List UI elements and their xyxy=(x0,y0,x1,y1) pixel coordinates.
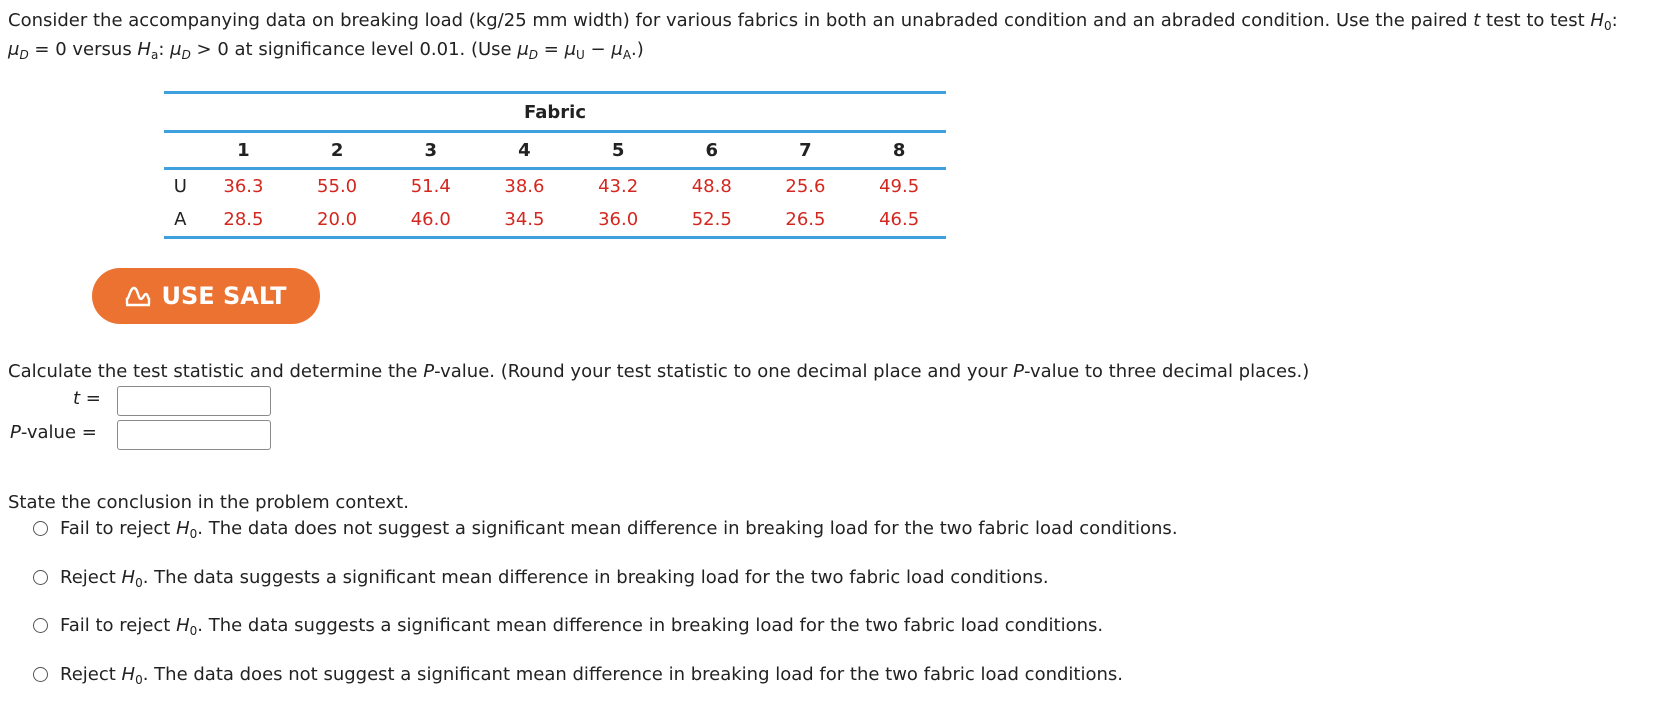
radio-button[interactable] xyxy=(33,570,48,585)
table-cell: 46.5 xyxy=(852,203,946,238)
conclusion-option-1[interactable] xyxy=(33,518,1178,539)
column-header: 4 xyxy=(478,132,572,169)
table-cell: 20.0 xyxy=(290,203,384,238)
column-header: 2 xyxy=(290,132,384,169)
t-label: t = xyxy=(73,388,101,409)
table-cell: 43.2 xyxy=(598,176,639,197)
column-header: 7 xyxy=(759,132,853,169)
option-text: Fail to reject $H_0$. The data does not suggest a significant mean difference in breaking load for the two fabric load conditions. xyxy=(60,518,1178,541)
p-value-input[interactable] xyxy=(117,420,271,450)
table-row xyxy=(164,169,946,204)
table-cell: 38.6 xyxy=(504,176,545,197)
column-header: 6 xyxy=(665,132,759,169)
row-label: A xyxy=(164,203,197,238)
table-row xyxy=(164,203,946,238)
conclusion-prompt: State the conclusion in the problem context. xyxy=(8,492,409,513)
option-text: Reject $H_0$. The data does not suggest a significant mean difference in breaking load for the two fabric load conditions. xyxy=(60,664,1123,687)
conclusion-option-2[interactable] xyxy=(33,567,1049,588)
table-cell: 52.5 xyxy=(665,203,759,238)
table-cell: 36.0 xyxy=(571,203,665,238)
conclusion-option-4[interactable] xyxy=(33,664,1123,685)
fabric-data-table xyxy=(164,91,946,239)
instructions: Calculate the test statistic and determine the P-value. (Round your test statistic to one decimal place and your P-value to three decimal places.) xyxy=(8,361,1310,382)
column-header: 5 xyxy=(571,132,665,169)
problem-statement: Consider the accompanying data on breaking load (kg/25 mm width) for various fabrics in both an unabraded condition and an abraded condition. Use the paired t test to test $H_0$: $\mu_D = 0$ versus $H_a$: $\mu_D > 0$ at significance level 0.01. (Use $\mu_D = \mu_U - \mu_A$.) xyxy=(8,10,1618,62)
table-cell: 48.8 xyxy=(691,176,732,197)
table-cell: 49.5 xyxy=(879,176,920,197)
table-cell: 25.6 xyxy=(785,176,826,197)
table-header-row xyxy=(164,132,946,169)
option-text: Reject $H_0$. The data suggests a significant mean difference in breaking load for the two fabric load conditions. xyxy=(60,567,1049,590)
row-label: U xyxy=(173,176,187,197)
table-cell: 34.5 xyxy=(478,203,572,238)
table-cell: 55.0 xyxy=(317,176,358,197)
table-cell: 46.0 xyxy=(384,203,478,238)
table-caption: Fabric xyxy=(164,93,946,132)
table-cell: 36.3 xyxy=(223,176,264,197)
radio-button[interactable] xyxy=(33,618,48,633)
table-cell: 28.5 xyxy=(197,203,291,238)
conclusion-option-3[interactable] xyxy=(33,615,1103,636)
radio-button[interactable] xyxy=(33,667,48,682)
use-salt-button[interactable] xyxy=(92,268,320,324)
table-cell: 26.5 xyxy=(759,203,853,238)
table-cell: 51.4 xyxy=(410,176,451,197)
column-header: 3 xyxy=(384,132,478,169)
salt-icon xyxy=(125,285,151,307)
t-statistic-input[interactable] xyxy=(117,386,271,416)
radio-button[interactable] xyxy=(33,521,48,536)
p-value-label: P-value = xyxy=(10,422,97,443)
column-header: 1 xyxy=(197,132,291,169)
option-text: Fail to reject $H_0$. The data suggests a significant mean difference in breaking load for the two fabric load conditions. xyxy=(60,615,1104,638)
column-header: 8 xyxy=(852,132,946,169)
use-salt-label: USE SALT xyxy=(161,282,287,310)
